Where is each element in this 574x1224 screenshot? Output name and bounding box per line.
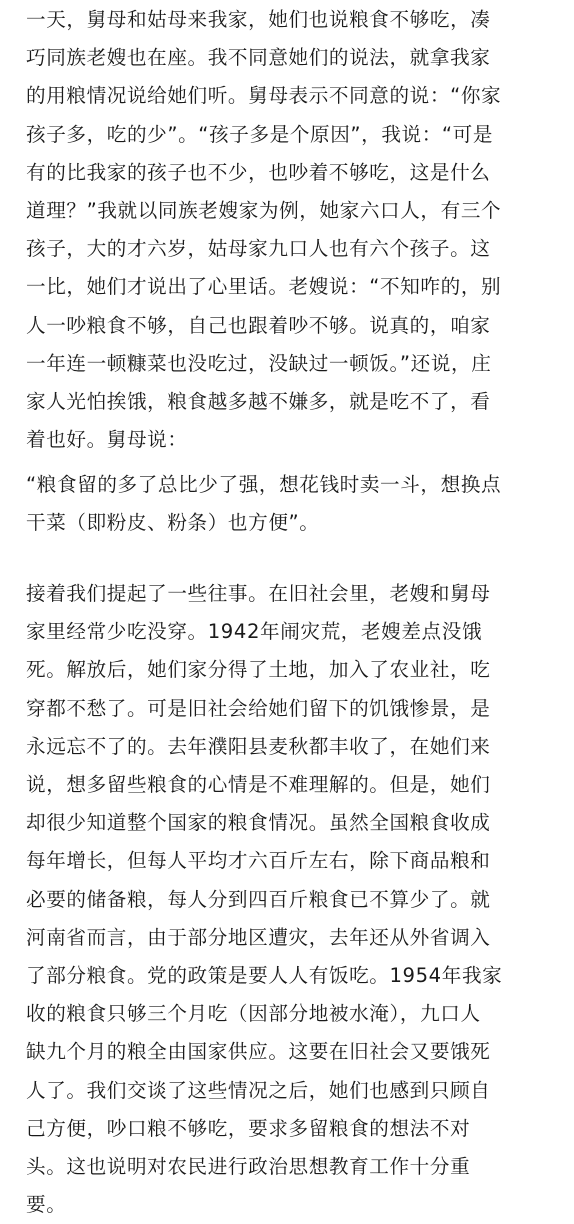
text-line: 穿都不愁了。可是旧社会给她们留下的饥饿惨景，是 (26, 696, 491, 720)
text-line: 要。 (26, 1193, 67, 1217)
text-line: 巧同族老嫂也在座。我不同意她们的说法，就拿我家 (26, 46, 491, 70)
text-line: 永远忘不了的。去年濮阳县麦秋都丰收了，在她们来 (26, 734, 491, 758)
text-line: 有的比我家的孩子也不少，也吵着不够吃，这是什么 (26, 160, 491, 184)
text-line: 人一吵粮食不够，自己也跟着吵不够。说真的，咱家 (26, 313, 491, 337)
text-line: 己方便，吵口粮不够吃，要求多留粮食的想法不对 (26, 1116, 471, 1140)
text-line: 河南省而言，由于部分地区遭灾，去年还从外省调入 (26, 925, 491, 949)
text-line: 一天，舅母和姑母来我家，她们也说粮食不够吃，凑 (26, 8, 491, 31)
text-line: 一年连一顿糠菜也没吃过，没缺过一顿饭。”还说，庄 (26, 351, 492, 375)
text-line: 孩子多，吃的少”。“孩子多是个原因”，我说：“可是 (26, 122, 494, 146)
text-line: 人了。我们交谈了这些情况之后，她们也感到只顾自 (26, 1078, 491, 1102)
text-line: “粮食留的多了总比少了强，想花钱时卖一斗，想换点 (26, 473, 502, 496)
text-line: 孩子，大的才六岁，姑母家九口人也有六个孩子。这 (26, 237, 491, 261)
text-line: 了部分粮食。党的政策是要人人有饭吃。1954年我家 (26, 964, 503, 987)
text-line: 道理？”我就以同族老嫂家为例，她家六口人，有三个 (26, 199, 502, 222)
text-line: 每年增长，但每人平均才六百斤左右，除下商品粮和 (26, 849, 491, 873)
text-line: 一比，她们才说出了心里话。老嫂说：“不知咋的，别 (26, 275, 502, 299)
text-line: 着也好。舅母说： (26, 428, 188, 452)
text-line: 头。这也说明对农民进行政治思想教育工作十分重 (26, 1155, 471, 1178)
text-line: 却很少知道整个国家的粮食情况。虽然全国粮食收成 (26, 811, 491, 835)
text-line: 家里经常少吃没穿。1942年闹灾荒，老嫂差点没饿 (26, 620, 483, 644)
text-line: 缺九个月的粮全由国家供应。这要在旧社会又要饿死 (26, 1040, 491, 1064)
text-line: 死。解放后，她们家分得了土地，加入了农业社，吃 (26, 658, 491, 682)
text-line: 的用粮情况说给她们听。舅母表示不同意的说：“你家 (26, 84, 502, 108)
text-line: 干菜（即粉皮、粉条）也方便”。 (26, 511, 320, 535)
text-line: 接着我们提起了一些往事。在旧社会里，老嫂和舅母 (26, 582, 491, 605)
text-line: 家人光怕挨饿，粮食越多越不嫌多，就是吃不了，看 (26, 390, 491, 413)
text-line: 说，想多留些粮食的心情是不难理解的。但是，她们 (26, 773, 491, 796)
text-line: 必要的储备粮，每人分到四百斤粮食已不算少了。就 (26, 887, 491, 911)
text-line: 收的粮食只够三个月吃（因部分地被水淹），九口人 (26, 1002, 481, 1026)
